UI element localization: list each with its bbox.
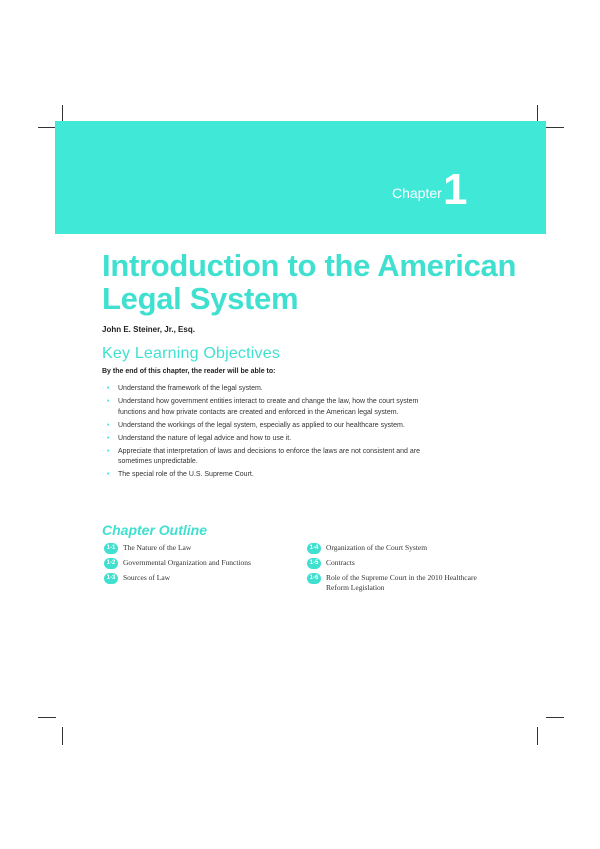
objectives-intro: By the end of this chapter, the reader will be able to: (102, 368, 276, 375)
list-item: • Understand the nature of legal advice and how to use it. (104, 434, 434, 445)
outline-column-left (104, 543, 304, 588)
bullet-icon: • (107, 421, 110, 429)
list-item: • The special role of the U.S. Supreme Court. (104, 470, 434, 481)
bullet-icon: • (107, 447, 110, 455)
crop-mark (546, 717, 564, 718)
chapter-label: Chapter (392, 185, 442, 201)
objectives-list (104, 384, 434, 483)
crop-mark (537, 727, 538, 745)
crop-mark (62, 727, 63, 745)
crop-mark (38, 717, 56, 718)
chapter-number: 1 (443, 165, 468, 214)
author: John E. Steiner, Jr., Esq. (102, 325, 195, 334)
list-item: • Appreciate that interpretation of laws and decisions to enforce the laws are not consistent and are sometimes unpredictable. (107, 447, 420, 465)
section-number-badge: 1-4 (307, 543, 321, 554)
outline-item (307, 573, 507, 593)
outline-column-right (307, 543, 507, 597)
outline-item (104, 573, 304, 584)
bullet-icon: • (107, 434, 110, 442)
crop-mark (546, 127, 564, 128)
bullet-icon: • (107, 385, 110, 392)
list-item: • Understand the workings of the legal system, especially as applied to our healthcare system. (104, 421, 434, 432)
bullet-icon: • (107, 398, 110, 405)
outline-item-label: Sources of Law (123, 573, 171, 582)
chapter-title: Introduction to the American Legal System (102, 248, 517, 316)
outline-item (104, 543, 304, 554)
outline-heading: Chapter Outline (102, 522, 208, 538)
section-number-badge: 1-3 (104, 573, 118, 584)
outline-item (104, 558, 304, 569)
bullet-icon: • (107, 471, 110, 478)
chapter-banner (55, 121, 546, 234)
objectives-heading: Key Learning Objectives (102, 345, 281, 362)
list-item: • Understand the framework of the legal system. (104, 384, 434, 395)
outline-item (307, 558, 507, 569)
outline-item (307, 543, 507, 554)
section-number-badge: 1-5 (307, 558, 321, 569)
outline-item-label: Organization of the Court System (326, 543, 428, 552)
section-number-badge: 1-6 (307, 573, 321, 584)
crop-mark (38, 127, 56, 128)
outline-item-label: Role of the Supreme Court in the 2010 Healthcare Reform Legislation (326, 573, 477, 592)
outline-item-label: Contracts (326, 558, 355, 567)
section-number-badge: 1-1 (104, 543, 118, 554)
outline-item-label: The Nature of the Law (123, 543, 192, 552)
outline-item-label: Governmental Organization and Functions (123, 558, 251, 567)
list-item: • Understand how government entities interact to create and change the law, how the court system functions and how private contacts are created and enforced in the American legal system. (107, 398, 419, 416)
section-number-badge: 1-2 (104, 558, 118, 569)
